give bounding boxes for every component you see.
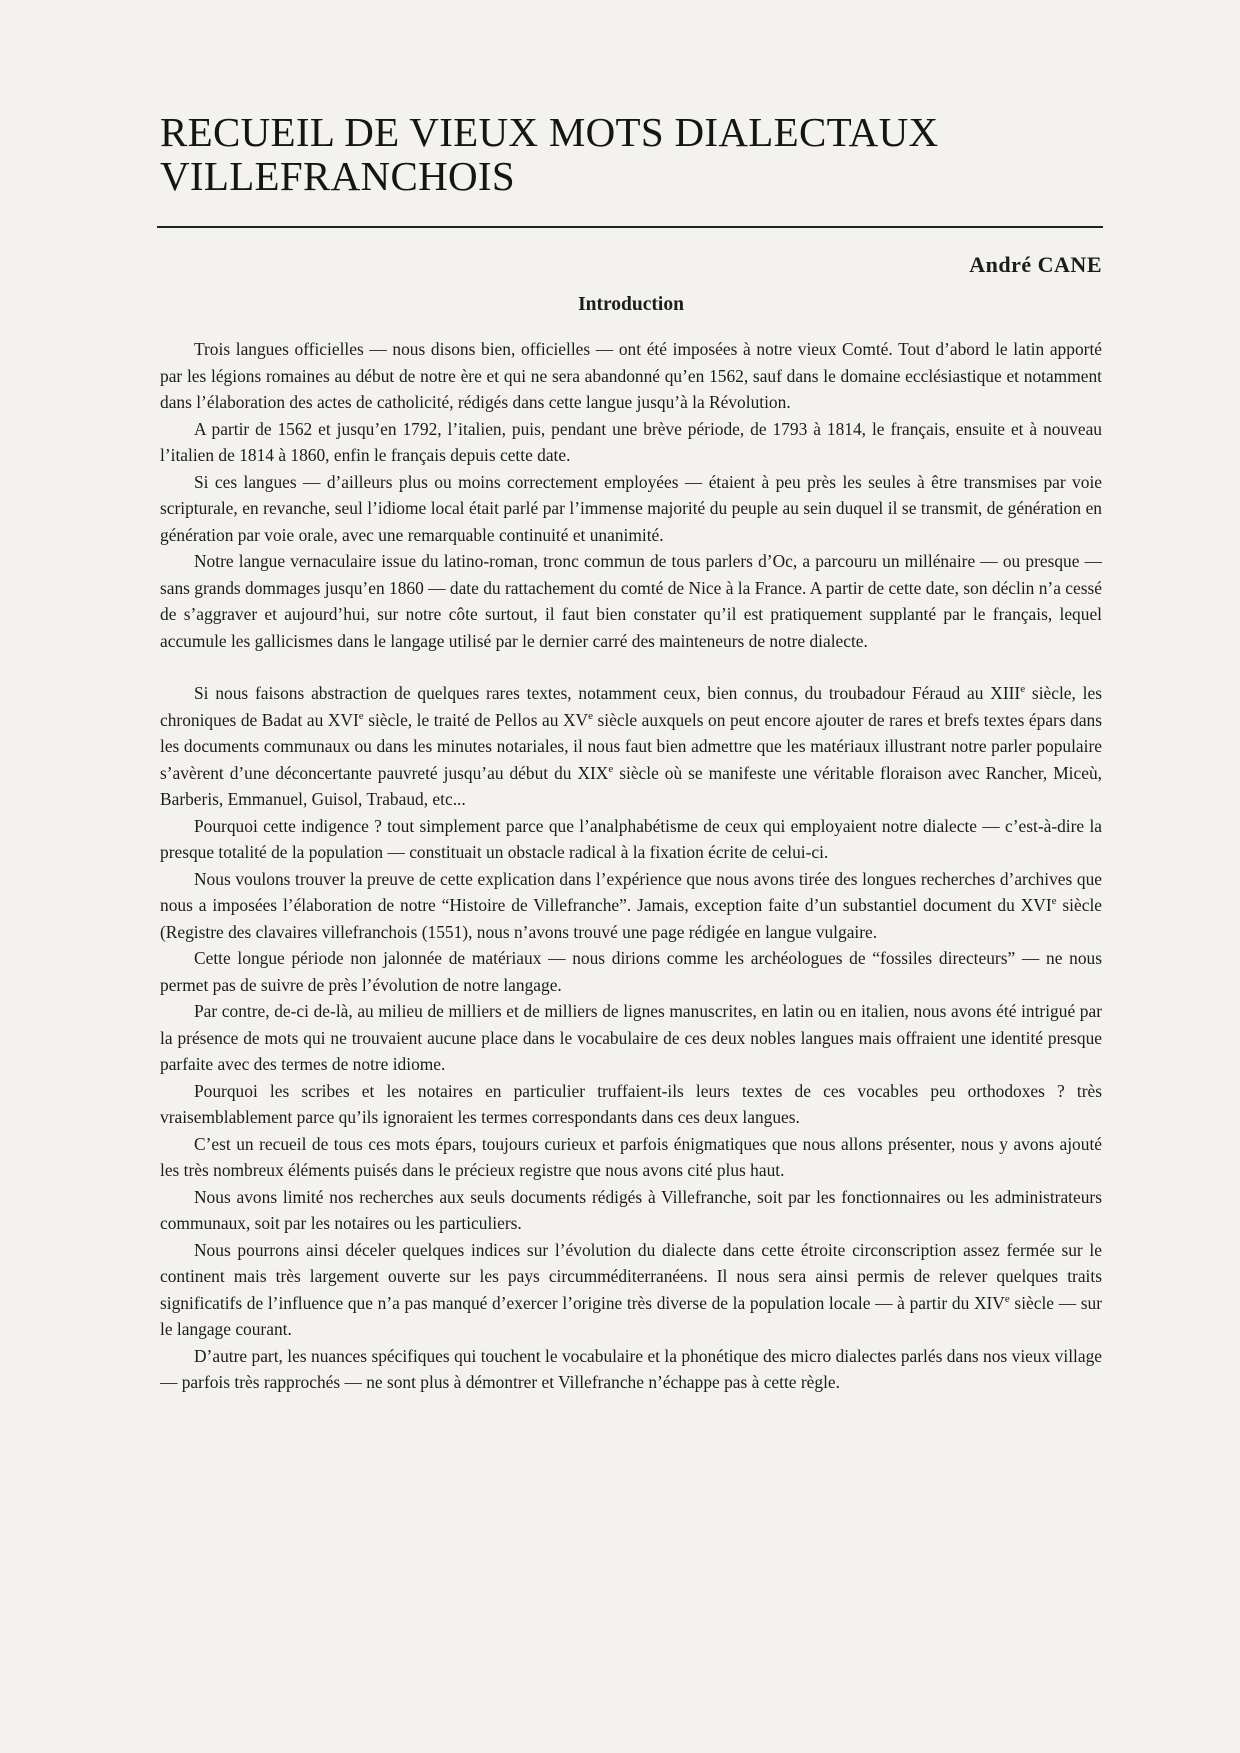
text-run: siècle — sur le langage courant.: [160, 1292, 1103, 1339]
article-body: [160, 336, 1102, 1396]
text-run: Nous voulons trouver la preuve de cette explication dans l’expérience que nous avons tirée des longues recherches d’archives que nous a imposées l’élaboration de notre “Histoire de Villefranche”. Jamais, exception faite d’un substantiel document du XVI: [160, 868, 1102, 915]
text-run: siècle (Registre des clavaires villefranchois (1551), nous n’avons trouvé une page rédigée en langue vulgaire.: [160, 895, 1102, 942]
title-line-1: RECUEIL DE VIEUX MOTS DIALECTAUX: [160, 109, 939, 155]
superscript: e: [608, 762, 614, 775]
superscript: e: [358, 709, 364, 722]
section-heading: Introduction: [578, 294, 684, 315]
paragraph: Trois langues officielles — nous disons bien, officielles — ont été imposées à notre vieux Comté. Tout d’abord le latin apporté par les légions romaines au début de notre ère et qui ne sera abandonné qu’en 1562, sauf dans le domaine ecclésiastique et notamment dans l’élaboration des actes de catholicité, rédigés dans cette langue jusqu’à la Révolution.: [160, 339, 1102, 412]
article-title: [160, 110, 1102, 198]
text-run: Si nous faisons abstraction de quelques rares textes, notamment ceux, bien connus, du troubadour Féraud au XIII: [194, 683, 1021, 703]
paragraph: [160, 866, 1102, 946]
author-name: André CANE: [969, 252, 1102, 277]
superscript: e: [1051, 895, 1057, 908]
paragraph: Nous avons limité nos recherches aux seuls documents rédigés à Villefranche, soit par les fonctionnaires ou les administrateurs communaux, soit par les notaires ou les particuliers.: [160, 1186, 1102, 1233]
superscript: e: [1020, 683, 1026, 696]
superscript: e: [588, 709, 593, 722]
text-run: siècle, les chroniques de Badat au XVI: [160, 683, 1102, 730]
paragraph: Par contre, de-ci de-là, au milieu de milliers et de milliers de lignes manuscrites, en latin ou en italien, nous avons été intrigué par la présence de mots qui ne trouvaient aucune place dans le vocabulaire de ces deux nobles langues mais offraient une identité presque parfaite avec des termes de notre idiome.: [160, 1001, 1102, 1074]
paragraph: [160, 1237, 1102, 1343]
paragraph: A partir de 1562 et jusqu’en 1792, l’italien, puis, pendant une brève période, de 1793 à 1814, le français, ensuite et à nouveau l’italien de 1814 à 1860, enfin le français depuis cette date.: [160, 418, 1102, 465]
document-page: [160, 100, 1102, 1396]
text-run: Nous pourrons ainsi déceler quelques indices sur l’évolution du dialecte dans cette étroite circonscription assez fermée sur le continent mais très largement ouverte sur les pays circumméditerranéens. Il nous sera ainsi permis de relever quelques traits significatifs de l’influence que n’a pas manqué d’exercer l’origine très diverse de la population locale — à partir du XIV: [160, 1239, 1102, 1313]
paragraph: Pourquoi les scribes et les notaires en particulier truffaient-ils leurs textes de ces vocables peu orthodoxes ? très vraisemblablement parce qu’ils ignoraient les termes correspondants dans ces deux langues.: [160, 1080, 1102, 1127]
paragraph: Si ces langues — d’ailleurs plus ou moins correctement employées — étaient à peu près les seules à être transmises par voie scripturale, en revanche, seul l’idiome local était parlé par l’immense majorité du peuple au sein duquel il se transmit, de génération en génération par voie orale, avec une remarquable continuité et unanimité.: [160, 471, 1102, 545]
text-run: siècle, le traité de Pellos au XV: [363, 709, 589, 730]
superscript: e: [1004, 1292, 1010, 1305]
paragraph: [160, 680, 1102, 813]
paragraph: C’est un recueil de tous ces mots épars, toujours curieux et parfois énigmatiques que nous allons présenter, nous y avons ajouté les très nombreux éléments puisés dans le précieux registre que nous avons cité plus haut.: [160, 1133, 1102, 1180]
title-divider: [157, 226, 1103, 228]
paragraph: Pourquoi cette indigence ? tout simplement parce que l’analphabétisme de ceux qui employaient notre dialecte — c’est-à-dire la presque totalité de la population — constituait un obstacle radical à la fixation écrite de celui-ci.: [160, 815, 1102, 862]
text-run: siècle auxquels on peut encore ajouter de rares et brefs textes épars dans les documents communaux ou dans les minutes notariales, il nous faut bien admettre que les matériaux illustrant notre parler populaire s’avèrent d’une déconcertante pauvreté jusqu’au début du XIX: [160, 709, 1103, 783]
title-line-2: VILLEFRANCHOIS: [160, 153, 515, 199]
paragraph: D’autre part, les nuances spécifiques qui touchent le vocabulaire et la phonétique des micro dialectes parlés dans nos vieux village — parfois très rapprochés — ne sont plus à démontrer et Villefranche n’échappe pas à cette règle.: [160, 1345, 1102, 1392]
paragraph: Cette longue période non jalonnée de matériaux — nous dirions comme les archéologues de “fossiles directeurs” — ne nous permet pas de suivre de près l’évolution de notre langage.: [160, 948, 1102, 995]
paragraph: Notre langue vernaculaire issue du latino-roman, tronc commun de tous parlers d’Oc, a parcouru un millénaire — ou presque — sans grands dommages jusqu’en 1860 — date du rattachement du comté de Nice à la France. A partir de cette date, son déclin n’a cessé de s’aggraver et aujourd’hui, sur notre côte surtout, il faut bien constater qu’il est pratiquement supplanté par le français, lequel accumule les gallicismes dans le langage utilisé par le dernier carré des mainteneurs de notre dialecte.: [160, 551, 1102, 651]
text-run: siècle où se manifeste une véritable floraison avec Rancher, Miceù, Barberis, Emmanuel, Guisol, Trabaud, etc...: [160, 762, 1102, 809]
